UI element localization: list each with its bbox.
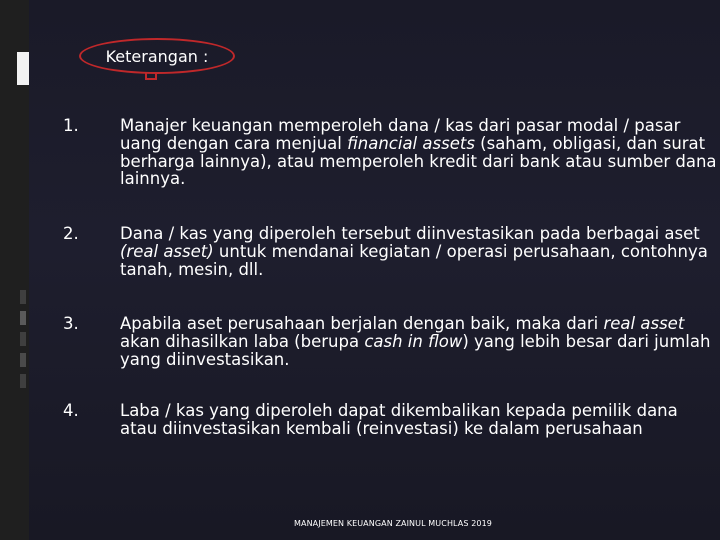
item-text: Manajer keuangan memperoleh dana / kas dari pasar modal / pasar uang dengan cara menjual financial assets (saham, obligasi, dan surat berharga lainnya), atau memperoleh kredit dari bank atau sumber dana lainnya. <box>120 116 717 189</box>
item-text: Dana / kas yang diperoleh tersebut diinvestasikan pada berbagai aset (real asset) untuk mendanai kegiatan / operasi perusahaan, contohnya tanah, mesin, dll. <box>120 224 708 279</box>
item-number: 1. <box>63 116 79 135</box>
keterangan-callout <box>79 38 235 74</box>
keterangan-label: Keterangan : <box>105 46 209 66</box>
footer-text: MANAJEMEN KEUANGAN ZAINUL MUCHLAS 2019 <box>294 519 492 528</box>
decorative-stripes <box>20 290 26 400</box>
item-number: 3. <box>63 314 79 333</box>
callout-tail <box>145 72 157 80</box>
item-text: Laba / kas yang diperoleh dapat dikembalikan kepada pemilik dana atau diinvestasikan kembali (reinvestasi) ke dalam perusahaan <box>120 401 678 438</box>
slide-content <box>29 0 720 540</box>
item-number: 2. <box>63 224 79 243</box>
accent-bar <box>17 52 29 85</box>
item-number: 4. <box>63 401 79 420</box>
item-text: Apabila aset perusahaan berjalan dengan baik, maka dari real asset akan dihasilkan laba (berupa cash in flow) yang lebih besar dari jumlah yang diinvestasikan. <box>120 314 711 369</box>
left-sidebar-panel <box>0 0 29 540</box>
